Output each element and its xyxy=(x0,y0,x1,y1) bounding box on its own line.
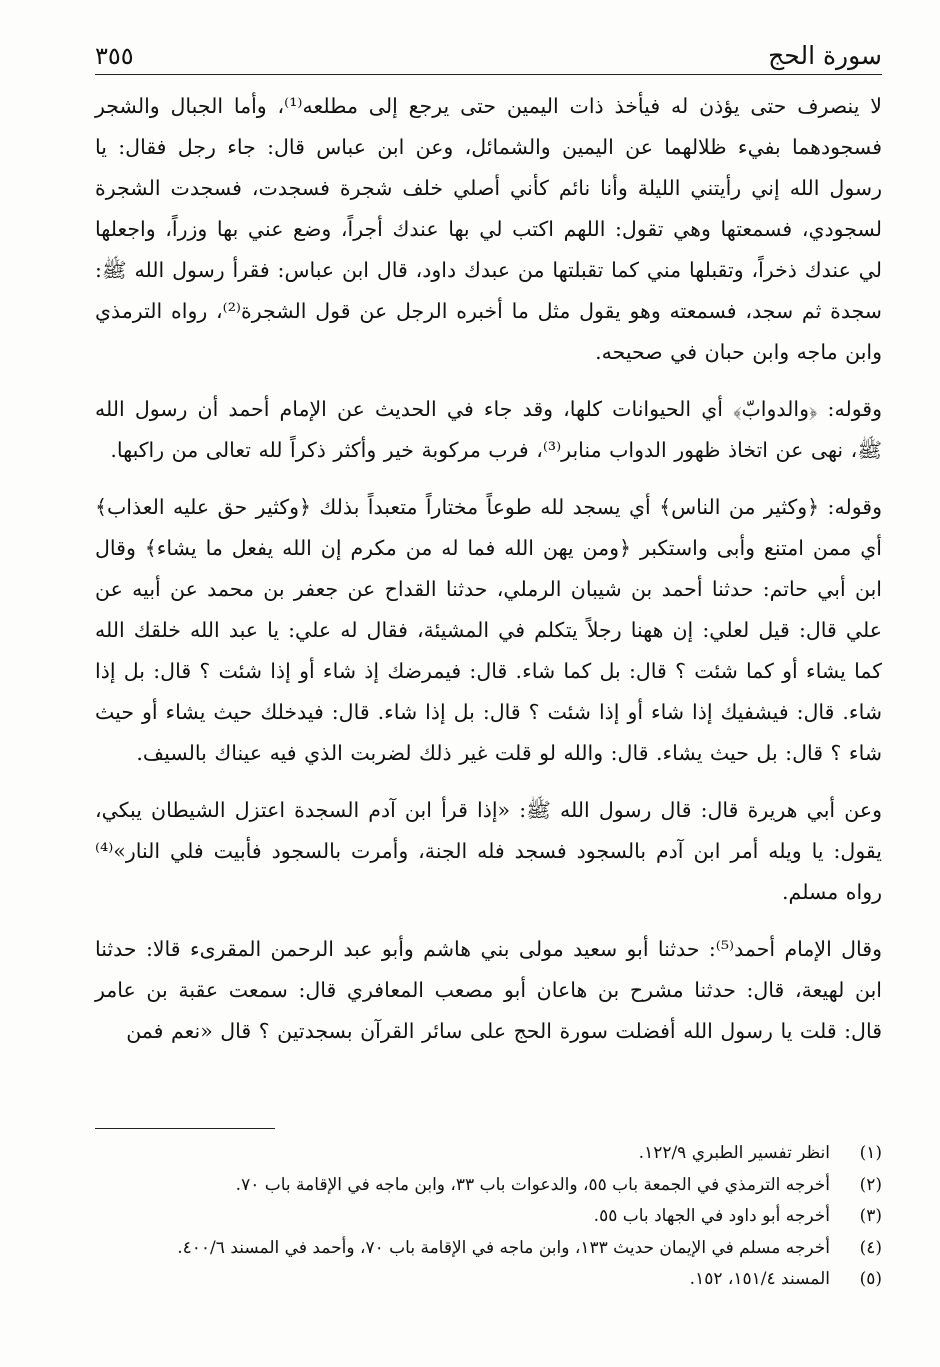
footnote-1 xyxy=(95,1138,882,1170)
footnote-divider xyxy=(95,1128,275,1129)
footnote-text: المسند ١٥١/٤، ١٥٢. xyxy=(689,1269,830,1289)
footnote-2 xyxy=(95,1170,882,1202)
footnote-number: (٤) xyxy=(859,1237,882,1258)
paragraph-4: وعن أبي هريرة قال: قال رسول الله ﷺ: «إذا قرأ ابن آدم السجدة اعتزل الشيطان يبكي، يقول: يا ويله أمر ابن آدم بالسجود فسجد فله الجنة، وأمرت بالسجود فأبيت فلي النار»⁽⁴⁾ رواه مسلم. xyxy=(95,798,882,904)
footnote-text: أخرجه أبو داود في الجهاد باب ٥٥. xyxy=(593,1206,830,1226)
paragraph-5: وقال الإمام أحمد⁽⁵⁾: حدثنا أبو سعيد مولى بني هاشم وأبو عبد الرحمن المقرىء قالا: حدثنا ابن لهيعة، قال: حدثنا مشرح بن هاعان أبو مصعب المعافري قال: سمعت عقبة بن عامر قال: قلت يا رسول الله أفضلت سورة الحج على سائر القرآن بسجدتين ؟ قال «نعم فمن xyxy=(95,937,882,1043)
footnote-text: أخرجه الترمذي في الجمعة باب ٥٥، والدعوات باب ٣٣، وابن ماجه في الإقامة باب ٧٠. xyxy=(235,1174,830,1195)
main-text xyxy=(95,86,882,1068)
footnote-4 xyxy=(95,1233,882,1265)
footnote-number: (٣) xyxy=(859,1206,882,1226)
paragraph-1: لا ينصرف حتى يؤذن له فيأخذ ذات اليمين حتى يرجع إلى مطلعه⁽¹⁾، وأما الجبال والشجر فسجودهما بفيء ظلالهما عن اليمين والشمائل، وعن ابن عباس قال: جاء رجل فقال: يا رسول الله إني رأيتني الليلة وأنا نائم كأني أصلي خلف شجرة فسجدت، فسجدت الشجرة لسجودي، فسمعتها وهي تقول: اللهم اكتب لي بها عندك أجراً، وضع عني بها وزراً، واجعلها لي عندك ذخراً، وتقبلها مني كما تقبلتها من عبدك داود، قال ابن عباس: فقرأ رسول الله ﷺ: سجدة ثم سجد، فسمعته وهو يقول مثل ما أخبره الرجل عن قول الشجرة⁽²⁾، رواه الترمذي وابن ماجه وابن حبان في صحيحه. xyxy=(95,94,882,364)
footnote-text: أخرجه مسلم في الإيمان حديث ١٣٣، وابن ماجه في الإقامة باب ٧٠، وأحمد في المسند ٤٠٠/٦. xyxy=(177,1237,830,1258)
page-number: ٣٥٥ xyxy=(95,42,134,70)
paragraph-2: وقوله: ﴿والدوابّ﴾ أي الحيوانات كلها، وقد جاء في الحديث عن الإمام أحمد أن رسول الله ﷺ، نهى عن اتخاذ ظهور الدواب منابر⁽³⁾، فرب مركوبة خير وأكثر ذكراً لله تعالى من راكبها. xyxy=(95,397,882,462)
footnote-3 xyxy=(95,1201,882,1233)
footnote-number: (٢) xyxy=(859,1174,882,1195)
footnotes xyxy=(95,1138,882,1296)
footnote-number: (١) xyxy=(859,1143,882,1163)
footnote-number: (٥) xyxy=(859,1269,882,1289)
paragraph-3: وقوله: ﴿وكثير من الناس﴾ أي يسجد لله طوعاً مختاراً متعبداً بذلك ﴿وكثير حق عليه العذاب﴾ أي ممن امتنع وأبى واستكبر ﴿ومن يهن الله فما له من مكرم إن الله يفعل ما يشاء﴾ وقال ابن أبي حاتم: حدثنا أحمد بن شيبان الرملي، حدثنا القداح عن جعفر بن محمد عن أبيه عن علي قال: قيل لعلي: إن ههنا رجلاً يتكلم في المشيئة، فقال له علي: يا عبد الله خلقك الله كما يشاء أو كما شئت ؟ قال: بل كما شاء. قال: فيمرضك إذ شاء أو إذا شئت ؟ قال: بل إذا شاء. قال: فيشفيك إذا شاء أو إذا شئت ؟ قال: بل إذا شاء. قال: فيدخلك حيث يشاء أو حيث شاء ؟ قال: بل حيث يشاء. قال: والله لو قلت غير ذلك لضربت الذي فيه عيناك بالسيف. xyxy=(95,495,882,765)
footnote-text: انظر تفسير الطبري ١٢٢/٩. xyxy=(638,1143,830,1163)
running-title: سورة الحج xyxy=(768,41,882,70)
page-header xyxy=(95,40,882,75)
footnote-5 xyxy=(95,1264,882,1296)
